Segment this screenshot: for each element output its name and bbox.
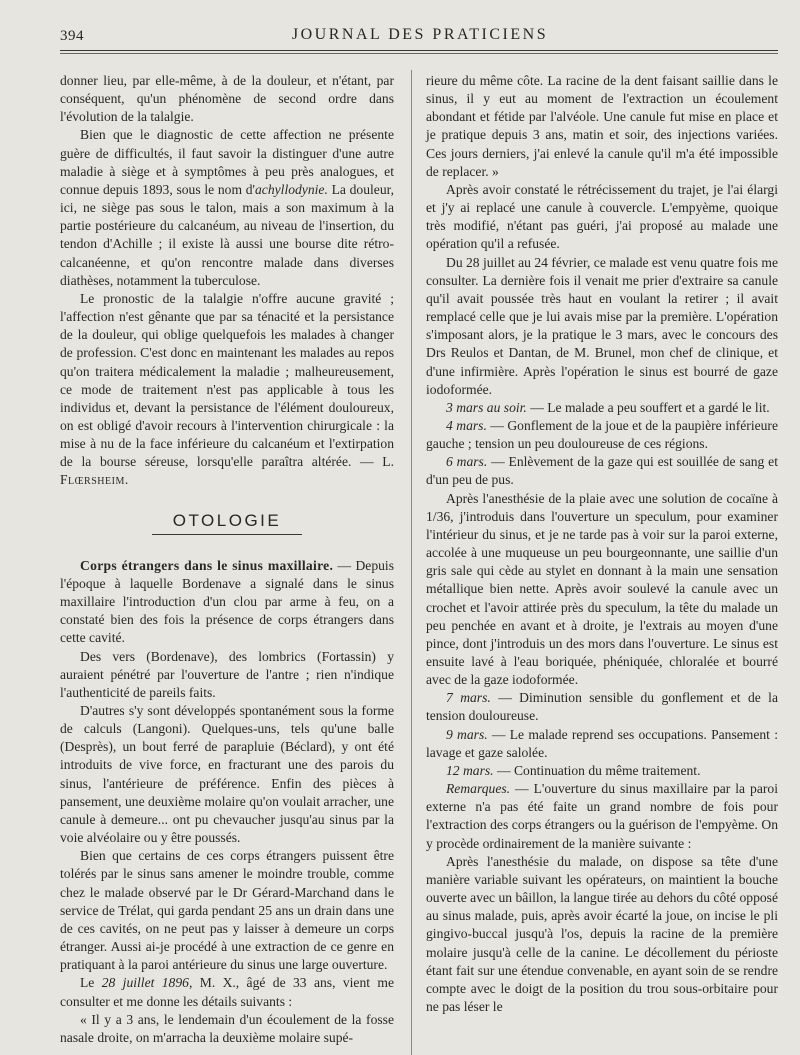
paragraph: « Il y a 3 ans, le lendemain d'un écoulement de la fosse nasale droite, on m'arracha la deuxième molaire supé- xyxy=(60,1011,394,1045)
text: M. X., âgé de 33 ans, vient me consulter et me donne les détails suivants : xyxy=(60,975,394,1009)
text: Le xyxy=(80,975,102,991)
text: Bien que le diagnostic de cette affection ne présente guère de difficultés, il faut savoir la distinguer d'une autre maladie à siège et à symptômes à peu près analogues, et connue depuis 1893, sous le nom d' xyxy=(60,127,394,197)
paragraph: Après avoir constaté le rétrécissement du trajet, je l'ai élargi et j'y ai replacé une canule à couvercle. L'empyème, quoique très modifié, n'étant pas guéri, j'ai proposé au malade une opération qu'il a refusée. xyxy=(426,181,778,252)
text: Le pronostic de la talalgie n'offre aucune gravité ; l'affection n'est gênante que par sa ténacité et la persistance de la douleur, qui oblige quelquefois les malades à changer de profession. C'est donc en maintenant les malades au repos qu'on traitera médicalement la maladie ; malheureusement, ce mode de traitement n'est pas applicable à tous les individus et, devant la persistance de l'élément douloureux, on est obligé d'avoir recours à l'intervention chirurgicale : la mise à nu de la face inférieure du calcanéum et l'extirpation de la bourse séreuse, lorsqu'elle paraîtra altérée. — L. xyxy=(60,290,394,470)
diary-entry xyxy=(426,399,778,417)
paragraph: Bien que certains de ces corps étrangers puissent être tolérés par le sinus sans amener le moindre trouble, comme chez le malade observé par le Dr Gérard-Marchand dans le service de Trélat, qui garda pendant 25 ans un drain dans une de ces cavités, on ne peut pas y laisser à demeure un corps étranger. Aussi ai-je procédé à une extraction de ce genre en pratiquant à la paroi antérieure du sinus une large ouverture. xyxy=(60,848,394,973)
text: La douleur, ici, ne siège pas sous le talon, mais a son maximum à la partie postérieure du calcanéum, au niveau de l'insertion, du tendon d'Achille ; il existe là aussi une bourse dite rétro-calcanéenne, et qu'on rencontre malade dans diverses diathèses, notamment la tuberculose. xyxy=(60,181,394,288)
text: — Le malade reprend ses occupations. Pansement : lavage et gaze salolée. xyxy=(426,726,778,760)
section-title: OTOLOGIE xyxy=(172,510,282,530)
page-number: 394 xyxy=(60,28,84,44)
text: — Continuation du même traitement. xyxy=(493,762,701,778)
diary-entry xyxy=(426,762,778,780)
paragraph xyxy=(60,557,394,648)
paragraph: Après l'anesthésie du malade, on dispose sa tête d'une manière variable suivant les opérateurs, on maintient la bouche ouverte avec un bâillon, la langue tirée au dehors du côté opposé au sinus malade, puis, après avoir écarté la joue, on incise le pli gingivo-buccal jusqu'à l'os, depuis la racine de la première molaire jusqu'à celle de la canine. Le décollement du périoste étant fait sur une étendue convenable, en ayant soin de se rendre compte avec le doigt de la position du trou sous-orbitaire pour ne pas léser le xyxy=(426,853,778,1014)
entry-date: 9 mars. xyxy=(446,726,488,742)
italic-date: 28 juillet 1896, xyxy=(101,975,193,991)
text: — L'ouverture du sinus maxillaire par la paroi externe n'a pas été faite un grand nombre de fois pour l'extraction des corps étrangers ou la guérison de l'empyème. On y procède ordinairement de la manière suivante : xyxy=(426,781,778,851)
journal-title: JOURNAL DES PRATICIENS xyxy=(291,26,549,43)
paragraph xyxy=(60,290,394,490)
entry-date: 4 mars. xyxy=(446,417,487,433)
paragraph: D'autres s'y sont développés spontanément sous la forme de calculs (Langoni). Quelques-uns, tels qu'une balle (Desprès), un bout ferré de parapluie (Béclard), y ont été introduits de vive force, en fracturant une des parois du sinus, l'antérieure de préférence. Enfin des pièces à pansement, une deuxième molaire qu'on voulait arracher, une canule à demeure... ont pu chevaucher jusqu'au sinus par la voie alvéolaire ou y être poussés. xyxy=(60,703,394,846)
paragraph xyxy=(60,126,394,289)
entry-date: 6 mars. xyxy=(446,454,488,470)
text: — Enlèvement de la gaze qui est souillée de sang et d'un peu de pus. xyxy=(426,454,778,488)
left-column xyxy=(60,72,394,1047)
column-divider xyxy=(411,70,412,1055)
italic-term: achyllodynie. xyxy=(255,181,328,197)
article-heading: Corps étrangers dans le sinus maxillaire. xyxy=(80,557,334,573)
remarks-heading: Remarques. xyxy=(446,781,511,797)
diary-entry xyxy=(426,417,778,453)
paragraph: Des vers (Bordenave), des lombrics (Fortassin) y auraient pénétré par l'ouverture de l'antre ; rien n'indique l'authenticité de pareils faits. xyxy=(60,648,394,700)
paragraph xyxy=(60,974,394,1010)
author-signature: Flœrsheim. xyxy=(60,472,129,488)
header-rule-thin xyxy=(60,53,778,54)
paragraph: rieure du même côte. La racine de la dent faisant saillie dans le sinus, il y eut au moment de l'extraction un écoulement abondant et fétide par l'alvéole. Une canule fut mise en place et je pratique depuis 3 ans, matin et soir, des injections variées. Ces jours derniers, j'ai enlevé la canule qu'il m'a été impossible de replacer. » xyxy=(426,73,778,179)
diary-entry xyxy=(426,453,778,489)
entry-date: 12 mars. xyxy=(446,762,494,778)
text: — Diminution sensible du gonflement et de la tension douloureuse. xyxy=(426,690,778,724)
paragraph: Après l'anesthésie de la plaie avec une solution de cocaïne à 1/36, j'introduis dans l'ouverture un speculum, pour examiner l'intérieur du sinus, et je ne tarde pas à voir sur la paroi externe, accolée à une muqueuse un peu bourgeonnante, une saillie d'un gris sale qui cède au stylet en donnant à la main une sensation métallique bien nette. Après avoir soulevé la canule avec un crochet et l'avoir attirée près du speculum, la tête du malade un peu penchée en avant et à droite, je l'extrais au moyen d'une pince, dont j'introduis un des mors dans l'ouverture. Le sinus est ensuite lavé à l'eau boriquée, phéniquée, chloralée et bourré avec de la gaze iodoformée. xyxy=(426,490,778,688)
diary-entry xyxy=(426,689,778,725)
entry-date: 7 mars. xyxy=(446,690,491,706)
paragraph xyxy=(426,780,778,853)
paragraph: Du 28 juillet au 24 février, ce malade est venu quatre fois me consulter. La dernière fois il venait me prier d'extraire sa canule qu'il avait poussée très haut en voulant la retirer ; il avait remplacé celle que je lui avais mise par la première. L'opération s'imposant alors, je la pratique le 3 mars, avec le concours des Drs Reulos et Dantan, de M. Brunel, mon chef de clinique, et d'une infirmière. Après l'opération le sinus est bourré de gaze iodoformée. xyxy=(426,254,779,397)
text: — Le malade a peu souffert et a gardé le lit. xyxy=(526,399,770,415)
section-rule xyxy=(152,534,302,535)
entry-date: 3 mars au soir. xyxy=(446,399,527,415)
text: — Gonflement de la joue et de la paupière inférieure gauche ; tension un peu douloureuse de ces régions. xyxy=(426,417,778,452)
right-column xyxy=(426,72,778,1016)
text: — Depuis l'époque à laquelle Bordenave a signalé dans le sinus maxillaire l'introduction d'un clou par arme à feu, on a constaté bien des fois la présence de corps étrangers dans cette cavité. xyxy=(60,557,394,646)
header-rule xyxy=(60,50,778,51)
paragraph: donner lieu, par elle-même, à de la douleur, et n'étant, par conséquent, qu'un phénomène de second ordre dans l'évolution de la talalgie. xyxy=(60,73,394,125)
diary-entry xyxy=(426,726,778,762)
